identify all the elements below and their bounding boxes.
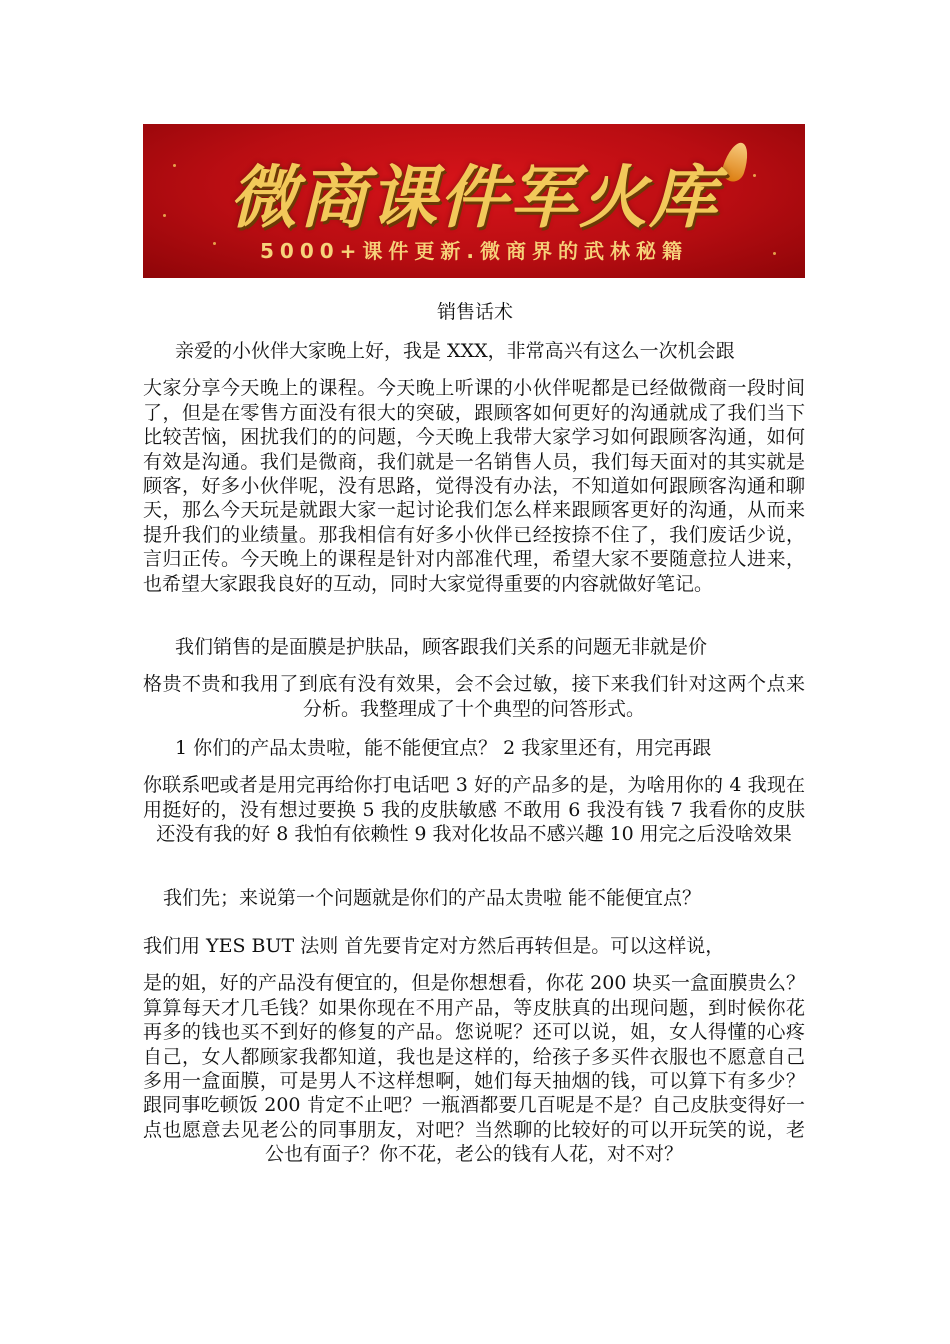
document-title: 销售话术 [436, 301, 513, 323]
paragraph-first-question: 我们先；来说第一个问题就是你们的产品太贵啦 能不能便宜点？ [163, 887, 702, 909]
paragraph-yes-but [143, 934, 805, 1167]
banner-subtitle: 5000+课件更新.微商界的武林秘籍 [259, 239, 689, 263]
paragraph-first-line: 我们用 YES BUT 法则 首先要肯定对方然后再转但是。可以这样说， [143, 935, 725, 957]
paragraph-body: 是的姐，好的产品没有便宜的，但是你想想看，你花 200 块买一盒面膜贵么？算算每天才几毛钱？如果你现在不用产品，等皮肤真的出现问题，到时候你花再多的钱也买不到好的修复的产品。您说呢？还可以说，姐，女人得懂的心疼自己，女人都顾家我都知道，我也是这样的，给孩子多买件衣服也不愿意自己多用一盒面膜，可是男人不这样想啊，她们每天抽烟的钱，可以算下有多少？跟同事吃顿饭 200 肯定不止吧？一瓶酒都要几百呢是不是？自己皮肤变得好一点也愿意去见老公的同事朋友，对吧？当然聊的比较好的可以开玩笑的说，老公也有面子？你不花，老公的钱有人花，对不对？ [143, 972, 805, 1166]
banner-title: 微商课件军火库 [228, 159, 719, 238]
paragraph-body: 大家分享今天晚上的课程。今天晚上听课的小伙伴呢都是已经做微商一段时间了，但是在零售方面没有很大的突破，跟顾客如何更好的沟通就成了我们当下比较苦恼，困扰我们的的问题，今天晚上我带大家学习如何跟顾客沟通，如何有效是沟通。我们是微商，我们就是一名销售人员，我们每天面对的其实就是顾客，好多小伙伴呢，没有思路，觉得没有办法，不知道如何跟顾客沟通和聊天，那么今天玩是就跟大家一起讨论我们怎么样来跟顾客更好的沟通，从而来提升我们的业绩量。那我相信有好多小伙伴已经按捺不住了，我们废话少说，言归正传。今天晚上的课程是针对内部准代理，希望大家不要随意拉人进来，也希望大家跟我良好的互动，同时大家觉得重要的内容就做好笔记。 [143, 377, 805, 595]
paragraph-first-line: 1 你们的产品太贵啦，能不能便宜点？ 2 我家里还有，用完再跟 [175, 737, 712, 759]
paragraph-body: 你联系吧或者是用完再给你打电话吧 3 好的产品多的是，为啥用你的 4 我现在用挺好的，没有想过要换 5 我的皮肤敏感 不敢用 6 我没有钱 7 我看你的皮肤还没有我的好 8 我怕有依赖性 9 我对化妆品不感兴趣 10 用完之后没啥效果 [143, 774, 805, 846]
paragraph-first-line: 亲爱的小伙伴大家晚上好，我是 XXX，非常高兴有这么一次机会跟 [175, 340, 735, 362]
paragraph-question-list [143, 736, 805, 847]
paragraph-body: 格贵不贵和我用了到底有没有效果，会不会过敏，接下来我们针对这两个点来分析。我整理成了十个典型的问答形式。 [143, 673, 805, 720]
paragraph-products [143, 635, 805, 721]
paragraph-first-line: 我们销售的是面膜是护肤品，顾客跟我们关系的问题无非就是价 [175, 636, 708, 658]
header-banner [143, 124, 805, 278]
paragraph-intro [143, 339, 805, 596]
